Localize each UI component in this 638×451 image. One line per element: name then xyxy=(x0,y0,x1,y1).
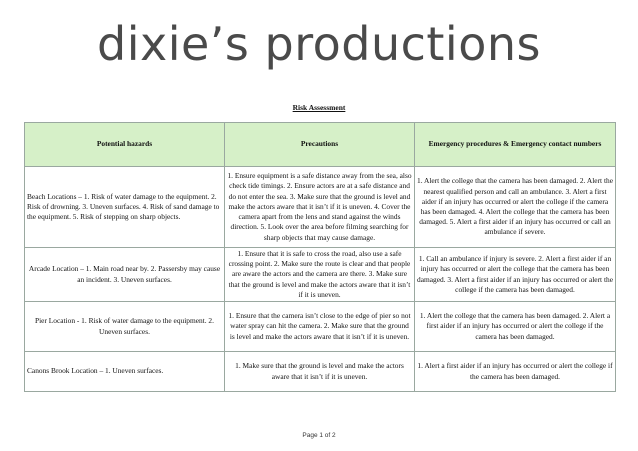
table-header-row xyxy=(25,123,616,167)
emergency-cell: 1. Call an ambulance if injury is severe. 2. Alert a first aider if an injury has occurred or alert the college that the camera has been damaged. 3. Alert a first aider if an injury has occurred or alert the college if the camera has been damaged. xyxy=(415,248,616,302)
page-number: Page 1 of 2 xyxy=(302,432,336,439)
hazard-cell: Canons Brook Location – 1. Uneven surfaces. xyxy=(25,352,225,392)
table-row xyxy=(25,302,616,352)
precaution-cell: 1. Ensure that it is safe to cross the road, also use a safe crossing point. 2. Make sure the route is clear and that people are aware the actors and the camera are there. 3. Make sure that the ground is level and make the actors aware that it isn’t if it is uneven. xyxy=(225,248,415,302)
hazard-cell: Pier Location - 1. Risk of water damage to the equipment. 2. Uneven surfaces. xyxy=(25,302,225,352)
emergency-cell: 1. Alert the college that the camera has been damaged. 2. Alert a first aider if an injury has occurred or alert the college if the camera has been damaged. xyxy=(415,302,616,352)
company-logo: dixie’s productions xyxy=(97,17,541,71)
emergency-cell: 1. Alert a first aider if an injury has occurred or alert the college if the camera has been damaged. xyxy=(415,352,616,392)
table-row xyxy=(25,167,616,248)
precaution-cell: 1. Ensure that the camera isn’t close to the edge of pier so not water spray can hit the camera. 2. Make sure that the ground is level and make the actors aware that it isn’t if it is uneven. xyxy=(225,302,415,352)
document-title: Risk Assessment xyxy=(292,103,346,112)
table-row xyxy=(25,248,616,302)
hazard-cell: Arcade Location – 1. Main road near by. 2. Passersby may cause an incident. 3. Uneven surfaces. xyxy=(25,248,225,302)
table-row xyxy=(25,352,616,392)
header-precautions: Precautions xyxy=(225,123,415,167)
precaution-cell: 1. Ensure equipment is a safe distance away from the sea, also check tide timings. 2. Ensure actors are at a safe distance and do not enter the sea. 3. Make sure that the ground is level and make the actors aware that it isn’t if it is uneven. 4. Cover the camera apart from the lens and stand against the winds direction. 5. Look over the area before filming searching for sharp objects that may cause damage. xyxy=(225,167,415,248)
emergency-cell: 1. Alert the college that the camera has been damaged. 2. Alert the nearest qualified person and call an ambulance. 3. Alert a first aider if an injury has occurred or alert the college if the camera has been damaged. 4. Alert the college that the camera has been damaged. 5. Alert a first aider if an injury has occurred or call an ambulance if severe. xyxy=(415,167,616,248)
hazard-cell: Beach Locations – 1. Risk of water damage to the equipment. 2. Risk of drowning. 3. Uneven surfaces. 4. Risk of sand damage to the equipment. 5. Risk of stepping on sharp objects. xyxy=(25,167,225,248)
header-emergency-procedures: Emergency procedures & Emergency contact numbers xyxy=(415,123,616,167)
header-potential-hazards: Potential hazards xyxy=(25,123,225,167)
precaution-cell: 1. Make sure that the ground is level and make the actors aware that it isn’t if it is uneven. xyxy=(225,352,415,392)
risk-assessment-table xyxy=(24,122,616,392)
